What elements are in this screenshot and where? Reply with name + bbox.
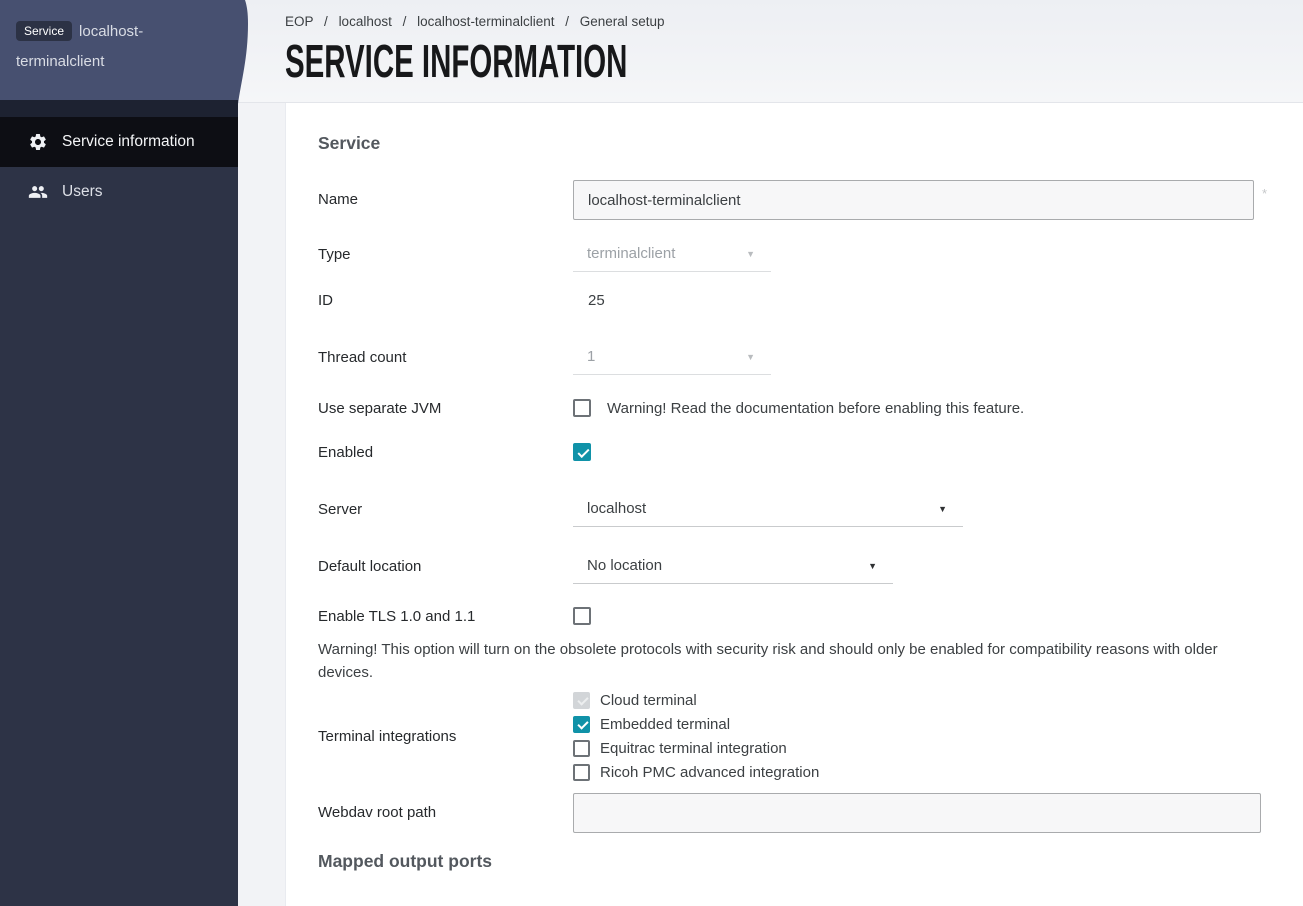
- option-label: Ricoh PMC advanced integration: [600, 764, 820, 781]
- breadcrumb-item-eop[interactable]: EOP: [285, 14, 314, 29]
- field-row-enabled: [318, 443, 1267, 461]
- field-label: Default location: [318, 557, 422, 575]
- thread-count-value: 1: [587, 348, 596, 365]
- field-row-enable-tls: [318, 607, 1267, 625]
- field-row-use-separate-jvm: [318, 399, 1267, 417]
- breadcrumb-separator: /: [324, 14, 328, 29]
- use-separate-jvm-checkbox[interactable]: [573, 399, 591, 417]
- breadcrumb-item-service[interactable]: localhost-terminalclient: [417, 14, 555, 29]
- field-row-default-location: [318, 548, 1267, 584]
- field-row-type: [318, 236, 1267, 272]
- webdav-root-path-input[interactable]: [573, 793, 1261, 833]
- option-label: Cloud terminal: [600, 692, 697, 709]
- field-label: Enable TLS 1.0 and 1.1: [318, 607, 476, 625]
- tls-warning-text: Warning! This option will turn on the obsolete protocols with security risk and should only be enabled for compatibility reasons with older devices.: [318, 641, 1218, 681]
- field-label: ID: [318, 292, 333, 309]
- thread-count-select: [573, 339, 771, 375]
- main-area: [238, 0, 1303, 906]
- required-marker: *: [1261, 186, 1267, 201]
- server-select-value: localhost: [587, 500, 647, 517]
- option-embedded-terminal: [573, 716, 819, 733]
- sidebar-divider: [0, 100, 238, 117]
- embedded-terminal-checkbox[interactable]: [573, 716, 590, 733]
- chevron-down-icon: ▼: [868, 560, 877, 571]
- page-header: [238, 0, 1303, 103]
- section-title-mapped-output-ports: Mapped output ports: [318, 851, 493, 871]
- field-label: Type: [318, 245, 351, 263]
- gear-icon: [28, 132, 48, 152]
- section-title-service: Service: [318, 133, 381, 153]
- field-row-server: [318, 491, 1267, 527]
- type-select-value: terminalclient: [587, 245, 676, 262]
- jvm-warning-text: Warning! Read the documentation before enabling this feature.: [607, 399, 1025, 417]
- breadcrumb-separator: /: [402, 14, 407, 29]
- chevron-down-icon: ▼: [938, 503, 947, 514]
- sidebar-item-users[interactable]: [0, 167, 238, 217]
- field-label: Server: [318, 500, 363, 518]
- option-equitrac-integration: [573, 740, 819, 757]
- option-cloud-terminal: [573, 692, 819, 709]
- field-row-terminal-integrations: [318, 692, 1267, 781]
- breadcrumb: [285, 14, 1303, 29]
- id-value: 25: [588, 292, 605, 309]
- sidebar-item-label: Service information: [62, 133, 195, 150]
- default-location-value: No location: [587, 557, 663, 574]
- cloud-terminal-checkbox: [573, 692, 590, 709]
- option-label: Equitrac terminal integration: [600, 740, 787, 757]
- sidebar-service-name: localhost-terminalclient: [16, 23, 144, 70]
- field-label: Webdav root path: [318, 804, 437, 821]
- field-label: Thread count: [318, 348, 407, 366]
- sidebar-header-curve: [238, 0, 249, 104]
- field-row-name: [318, 180, 1267, 220]
- enable-tls-checkbox[interactable]: [573, 607, 591, 625]
- ricoh-pmc-integration-checkbox[interactable]: [573, 764, 590, 781]
- breadcrumb-item-current: General setup: [579, 14, 665, 29]
- field-row-thread-count: [318, 339, 1267, 375]
- field-row-webdav-root-path: [318, 793, 1267, 833]
- page-title: SERVICE INFORMATION: [285, 35, 628, 87]
- field-label: Name: [318, 191, 359, 208]
- sidebar-item-service-information[interactable]: [0, 117, 238, 167]
- option-ricoh-pmc-integration: [573, 764, 819, 781]
- server-select[interactable]: [573, 491, 963, 527]
- service-badge: Service: [16, 21, 72, 41]
- default-location-select[interactable]: [573, 548, 893, 584]
- users-icon: [28, 182, 48, 202]
- service-form-card: [285, 103, 1303, 906]
- field-row-id: [318, 292, 1267, 309]
- breadcrumb-separator: /: [565, 14, 569, 29]
- option-label: Embedded terminal: [600, 716, 731, 733]
- equitrac-integration-checkbox[interactable]: [573, 740, 590, 757]
- sidebar-item-label: Users: [62, 183, 103, 200]
- name-input[interactable]: [573, 180, 1254, 220]
- field-label: Terminal integrations: [318, 728, 457, 745]
- chevron-down-icon: ▼: [746, 248, 755, 259]
- type-select: [573, 236, 771, 272]
- terminal-integrations-options: [573, 692, 819, 781]
- field-label: Enabled: [318, 443, 374, 461]
- sidebar-service-header: [0, 0, 238, 100]
- chevron-down-icon: ▼: [746, 351, 755, 362]
- field-label: Use separate JVM: [318, 399, 442, 417]
- sidebar: [0, 0, 238, 906]
- breadcrumb-item-localhost[interactable]: localhost: [338, 14, 392, 29]
- enabled-checkbox[interactable]: [573, 443, 591, 461]
